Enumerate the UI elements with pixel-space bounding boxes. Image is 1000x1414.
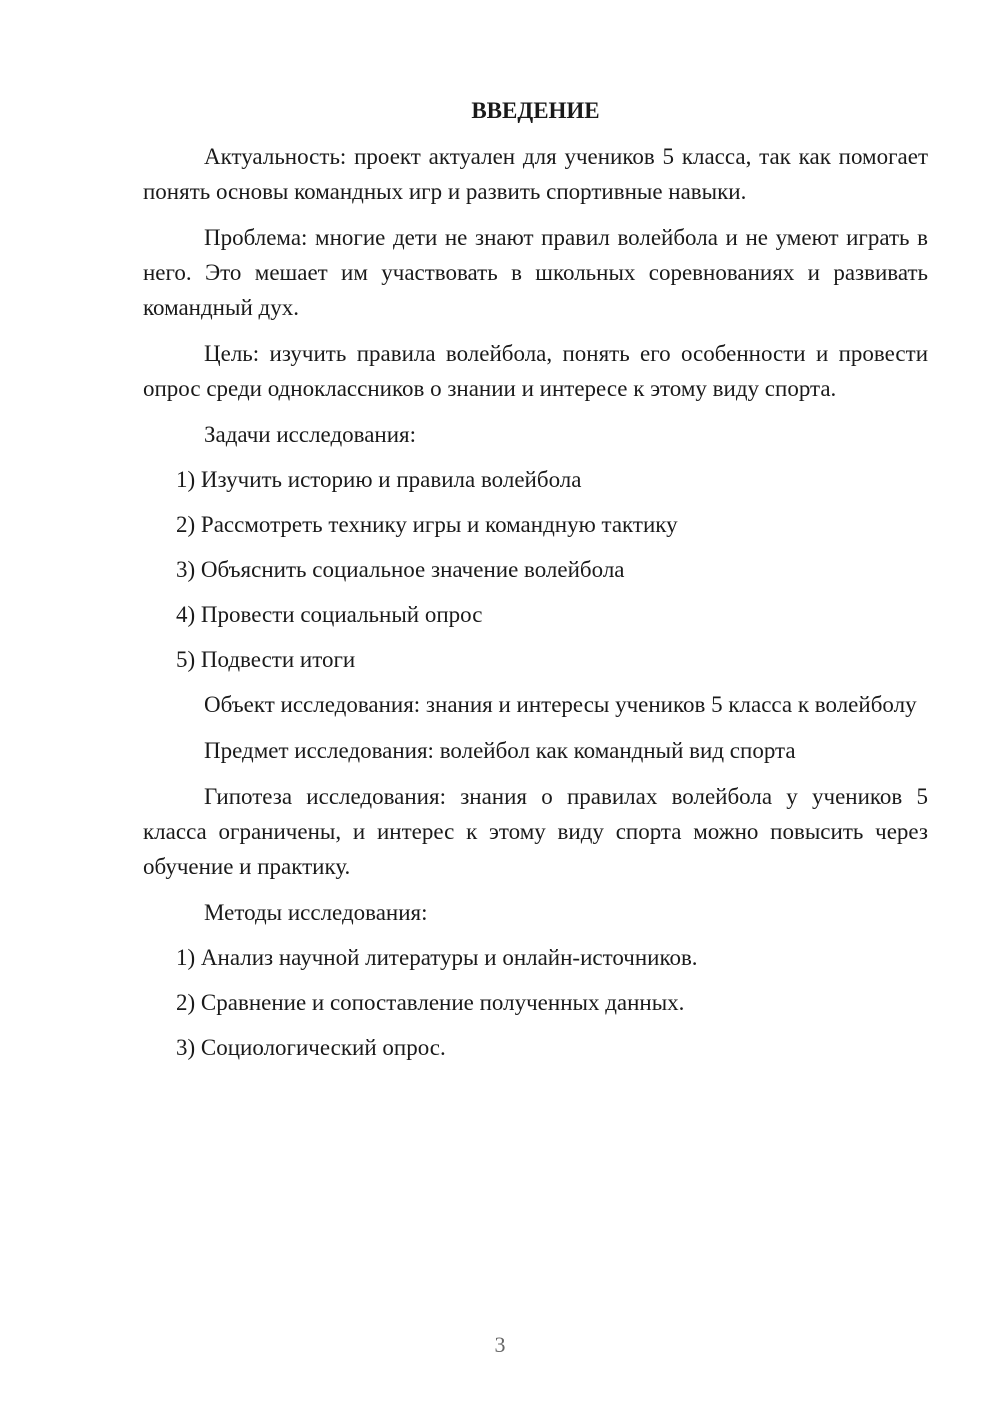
task-item: 5) Подвести итоги [176, 647, 356, 672]
relevance-paragraph: Актуальность: проект актуален для учеников 5 класса, так как помогает понять основы командных игр и развить спортивные навыки. [143, 144, 928, 204]
hypothesis-paragraph: Гипотеза исследования: знания о правилах волейбола у учеников 5 класса ограничены, и интерес к этому виду спорта можно повысить через обучение и практику. [143, 784, 928, 879]
problem-paragraph: Проблема: многие дети не знают правил волейбола и не умеют играть в него. Это мешает им участвовать в школьных соревнованиях и развивать командный дух. [143, 225, 928, 320]
tasks-label: Задачи исследования: [204, 422, 417, 447]
task-item: 3) Объяснить социальное значение волейбола [176, 557, 625, 582]
document-page [143, 94, 928, 1075]
section-heading: ВВЕДЕНИЕ [471, 98, 600, 123]
subject-paragraph: Предмет исследования: волейбол как командный вид спорта [204, 738, 796, 763]
goal-paragraph: Цель: изучить правила волейбола, понять его особенности и провести опрос среди одноклассников о знании и интересе к этому виду спорта. [143, 341, 928, 401]
object-paragraph: Объект исследования: знания и интересы учеников 5 класса к волейболу [204, 692, 917, 717]
task-item: 4) Провести социальный опрос [176, 602, 483, 627]
page-number: 3 [494, 1332, 506, 1357]
method-item: 3) Социологический опрос. [176, 1035, 446, 1060]
method-item: 1) Анализ научной литературы и онлайн-источников. [176, 945, 698, 970]
method-item: 2) Сравнение и сопоставление полученных данных. [176, 990, 685, 1015]
methods-label: Методы исследования: [204, 900, 428, 925]
task-item: 1) Изучить историю и правила волейбола [176, 467, 582, 492]
task-item: 2) Рассмотреть технику игры и командную тактику [176, 512, 678, 537]
